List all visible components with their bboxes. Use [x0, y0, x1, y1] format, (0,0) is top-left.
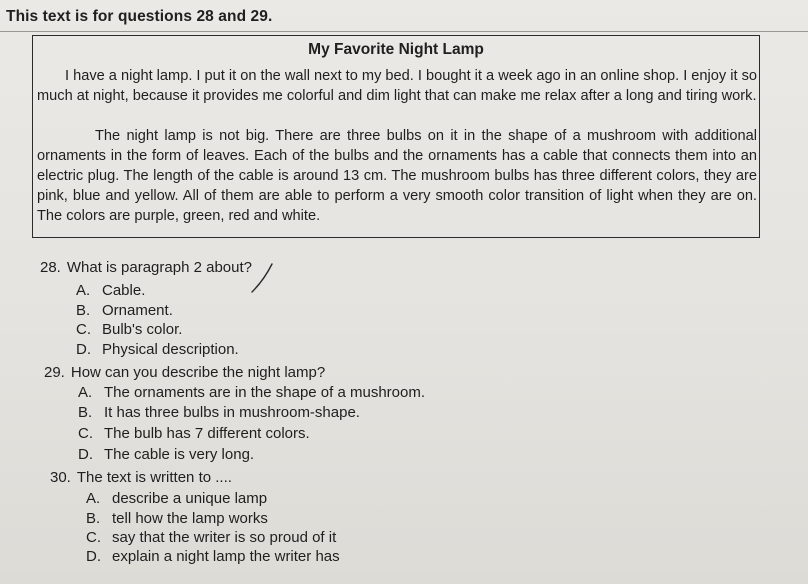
- option-text: The ornaments are in the shape of a mushroom.: [104, 384, 426, 401]
- option-29-d[interactable]: [78, 445, 254, 464]
- option-text: The bulb has 7 different colors.: [104, 425, 310, 442]
- option-letter: C.: [78, 425, 93, 442]
- option-text: Physical description.: [102, 341, 239, 358]
- question-text: What is paragraph 2 about?: [66, 259, 252, 276]
- option-29-a[interactable]: [78, 383, 425, 402]
- option-text: It has three bulbs in mushroom-shape.: [104, 404, 360, 421]
- question-28: [40, 258, 252, 277]
- option-30-b[interactable]: [86, 509, 268, 528]
- option-letter: B.: [78, 404, 93, 421]
- passage-paragraph-1: I have a night lamp. I put it on the wall next to my bed. I bought it a week ago in an online shop. I enjoy it so much at night, because it provides me colorful and dim light that can make me relax after a long and tiring work.: [37, 68, 758, 104]
- option-letter: A.: [78, 384, 93, 401]
- question-30: [50, 468, 232, 487]
- passage-title: My Favorite Night Lamp: [308, 41, 484, 58]
- option-text: say that the writer is so proud of it: [112, 529, 337, 546]
- option-text: Ornament.: [102, 302, 173, 319]
- question-text: The text is written to ....: [76, 469, 232, 486]
- passage-paragraph-2: The night lamp is not big. There are three bulbs on it in the shape of a mushroom with additional ornaments in the form of leaves. Each of the bulbs and the ornaments has a cable that connects them into an electric plug. The length of the cable is around 13 cm. The mushroom bulbs has three different colors, they are pink, blue and yellow. All of them are able to perform a very smooth color transition of light when they are on. The colors are purple, green, red and white.: [37, 128, 757, 224]
- option-30-d[interactable]: [86, 547, 340, 566]
- option-letter: B.: [86, 510, 101, 527]
- passage-intro: This text is for questions 28 and 29.: [6, 8, 273, 25]
- option-letter: A.: [86, 490, 101, 507]
- question-number: 29.: [44, 364, 65, 381]
- option-letter: D.: [78, 446, 93, 463]
- option-text: Cable.: [102, 282, 146, 299]
- option-text: Bulb's color.: [102, 321, 183, 338]
- option-text: tell how the lamp works: [112, 510, 268, 527]
- question-29: [44, 363, 325, 382]
- option-28-c[interactable]: [76, 320, 182, 339]
- passage-box: [32, 35, 760, 238]
- question-number: 30.: [50, 469, 71, 486]
- option-letter: C.: [86, 529, 101, 546]
- option-letter: B.: [76, 302, 91, 319]
- question-number: 28.: [40, 259, 61, 276]
- option-letter: D.: [86, 548, 101, 565]
- option-text: The cable is very long.: [104, 446, 255, 463]
- option-letter: C.: [76, 321, 91, 338]
- option-29-b[interactable]: [78, 403, 360, 422]
- option-30-a[interactable]: [86, 489, 267, 508]
- option-28-d[interactable]: [76, 340, 239, 359]
- option-letter: D.: [76, 341, 91, 358]
- option-28-b[interactable]: [76, 301, 173, 320]
- question-text: How can you describe the night lamp?: [70, 364, 326, 381]
- option-letter: A.: [76, 282, 91, 299]
- option-text: explain a night lamp the writer has: [112, 548, 340, 565]
- option-text: describe a unique lamp: [112, 490, 268, 507]
- option-30-c[interactable]: [86, 528, 336, 547]
- option-28-a[interactable]: [76, 281, 145, 300]
- option-29-c[interactable]: [78, 424, 310, 443]
- header-divider: [0, 31, 808, 32]
